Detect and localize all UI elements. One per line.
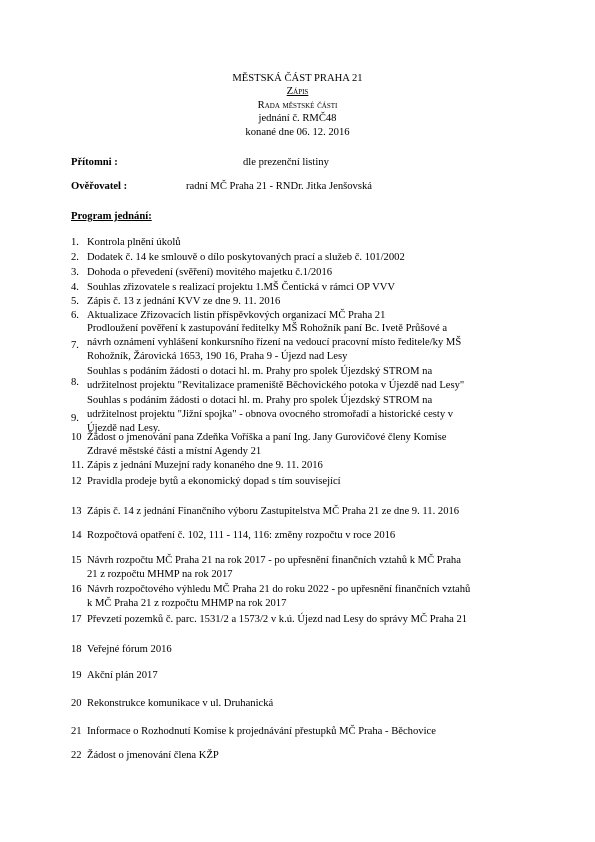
verifier-value: radní MČ Praha 21 - RNDr. Jitka Jenšovská <box>186 181 372 192</box>
program-item <box>71 476 541 490</box>
document-header <box>0 73 595 140</box>
meeting-date: konané dne 06. 12. 2016 <box>245 126 350 138</box>
program-item-line: Pravidla prodeje bytů a ekonomický dopad s tím související <box>87 476 341 487</box>
program-item-text <box>87 296 547 310</box>
program-item-text <box>87 366 547 394</box>
program-item-line: Návrh rozpočtu MČ Praha 21 na rok 2017 - po upřesnění finančních vztahů k MČ Praha <box>87 555 461 566</box>
program-item <box>71 432 541 460</box>
program-item-line: Zdravé městské části a místní Agendy 21 <box>87 446 262 458</box>
program-item-text <box>87 506 547 520</box>
program-item-line: Souhlas s podáním žádosti o dotaci hl. m. Prahy pro spolek Újezdský STROM na <box>87 395 433 406</box>
program-item-line: Újezdě nad Lesy. <box>87 423 161 435</box>
program-item-line: Prodloužení pověření k zastupování ředitelky MŠ Rohožník paní Bc. Ivetě Průšové a <box>87 323 448 334</box>
program-item-line: k MČ Praha 21 z rozpočtu MHMP na rok 2017 <box>87 598 287 610</box>
program-item-line: Souhlas zřizovatele s realizací projektu 1.MŠ Čentická v rámci OP VVV <box>87 282 396 293</box>
program-item <box>71 460 541 474</box>
program-item-number: 8. <box>71 377 79 388</box>
program-item <box>71 698 541 712</box>
program-item <box>71 670 541 684</box>
verifier-row <box>71 181 127 194</box>
program-item-text <box>87 670 547 684</box>
program-item-line: Návrh rozpočtového výhledu MČ Praha 21 do roku 2022 - po upřesnění finančních vztahů <box>87 584 471 595</box>
program-item-text <box>87 530 547 544</box>
program-item <box>71 555 541 583</box>
program-item-line: Aktualizace Zřizovacích listin příspěvkových organizací MČ Praha 21 <box>87 310 386 321</box>
program-item-line: Zápis č. 13 z jednání KVV ze dne 9. 11. 2016 <box>87 296 281 307</box>
program-item-line: Žádost o jmenování člena KŽP <box>87 750 219 761</box>
program-item <box>71 282 541 296</box>
verifier-label: Ověřovatel : <box>71 181 128 192</box>
program-item-number: 9. <box>71 413 79 424</box>
program-item-line: 21 z rozpočtu MHMP na rok 2017 <box>87 569 233 581</box>
program-item <box>71 366 541 394</box>
program-item-text <box>87 614 547 628</box>
program-item <box>71 644 541 658</box>
program-item-text <box>87 252 547 266</box>
program-item-number: 7. <box>71 340 79 351</box>
program-item-line: Zápis č. 14 z jednání Finančního výboru Zastupitelstva MČ Praha 21 ze dne 9. 11. 2016 <box>87 506 460 517</box>
program-item-number: 20 <box>71 698 82 709</box>
program-item-number: 12 <box>71 476 82 487</box>
program-item-number: 14 <box>71 530 82 541</box>
program-item-text <box>87 584 547 612</box>
program-item-line: Rozpočtová opatření č. 102, 111 - 114, 116: změny rozpočtu v roce 2016 <box>87 530 396 541</box>
program-item <box>71 296 541 310</box>
program-item-line: Dohoda o převedení (svěření) movitého majetku č.1/2016 <box>87 267 333 278</box>
program-item-number: 5. <box>71 296 79 307</box>
program-item-text <box>87 555 547 583</box>
program-item <box>71 750 541 764</box>
program-item-line: udržitelnost projektu "Jižní spojka" - obnova ovocného stromořadí a historické cesty v <box>87 409 454 421</box>
program-item-text <box>87 644 547 658</box>
municipality-name: MĚSTSKÁ ČÁST PRAHA 21 <box>232 73 363 84</box>
council-name: Rada městské části <box>257 99 338 111</box>
program-title: Program jednání: <box>71 211 152 222</box>
program-item-line: Zápis z jednání Muzejní rady konaného dne 9. 11. 2016 <box>87 460 323 471</box>
present-row <box>71 157 118 170</box>
program-item-number: 21 <box>71 726 82 737</box>
program-item-line: Dodatek č. 14 ke smlouvě o dílo poskytovaných prací a služeb č. 101/2002 <box>87 252 405 263</box>
program-item-number: 11. <box>71 460 84 471</box>
program-item-number: 10 <box>71 432 82 443</box>
program-item-text <box>87 432 547 460</box>
program-item <box>71 530 541 544</box>
program-item <box>71 506 541 520</box>
program-item <box>71 323 541 366</box>
program-item-line: Veřejné fórum 2016 <box>87 644 172 655</box>
program-item-number: 22 <box>71 750 82 761</box>
program-item-number: 19 <box>71 670 82 681</box>
present-value: dle prezenční listiny <box>243 157 329 168</box>
program-item-text <box>87 323 547 366</box>
program-item-line: Akční plán 2017 <box>87 670 158 681</box>
program-item-line: Kontrola plnění úkolů <box>87 237 181 248</box>
meeting-number: jednání č. RMČ48 <box>258 113 337 125</box>
document-type: Zápis <box>286 86 309 98</box>
program-item-number: 3. <box>71 267 79 278</box>
program-item-line: Souhlas s podáním žádosti o dotaci hl. m. Prahy pro spolek Újezdský STROM na <box>87 366 433 377</box>
program-item-number: 13 <box>71 506 82 517</box>
program-item-line: návrh oznámení vyhlášení konkursního řízení na vedoucí pracovní místo ředitele/ky MŠ <box>87 337 462 349</box>
program-item-text <box>87 698 547 712</box>
program-item-text <box>87 750 547 764</box>
program-item-number: 15 <box>71 555 82 566</box>
program-item <box>71 237 541 251</box>
program-item-text <box>87 476 547 490</box>
program-item-number: 18 <box>71 644 82 655</box>
present-label: Přítomni : <box>71 157 118 168</box>
program-item-number: 1. <box>71 237 79 248</box>
program-item <box>71 252 541 266</box>
program-item-line: Rekonstrukce komunikace v ul. Druhanická <box>87 698 274 709</box>
program-item <box>71 267 541 281</box>
program-item-line: Žádost o jmenování pana Zdeňka Voříška a paní Ing. Jany Gurovičové členy Komise <box>87 432 447 443</box>
program-item <box>71 584 541 612</box>
program-item-text <box>87 460 547 474</box>
program-item-number: 6. <box>71 310 79 321</box>
program-item-line: Převzetí pozemků č. parc. 1531/2 a 1573/2 v k.ú. Újezd nad Lesy do správy MČ Praha 21 <box>87 614 468 625</box>
program-item-number: 4. <box>71 282 79 293</box>
program-item-number: 2. <box>71 252 79 263</box>
program-item-number: 17 <box>71 614 82 625</box>
program-item <box>71 726 541 740</box>
program-item-text <box>87 726 547 740</box>
program-item-line: Informace o Rozhodnutí Komise k projednávání přestupků MČ Praha - Běchovice <box>87 726 436 737</box>
program-item-text <box>87 237 547 251</box>
program-item-number: 16 <box>71 584 82 595</box>
program-item <box>71 614 541 628</box>
program-item-line: Rohožník, Žárovická 1653, 190 16, Praha 9 - Újezd nad Lesy <box>87 351 348 363</box>
program-item-line: udržitelnost projektu "Revitalizace prameniště Běchovického potoka v Újezdě nad Lesy" <box>87 380 465 392</box>
program-item-text <box>87 267 547 281</box>
program-item-text <box>87 282 547 296</box>
